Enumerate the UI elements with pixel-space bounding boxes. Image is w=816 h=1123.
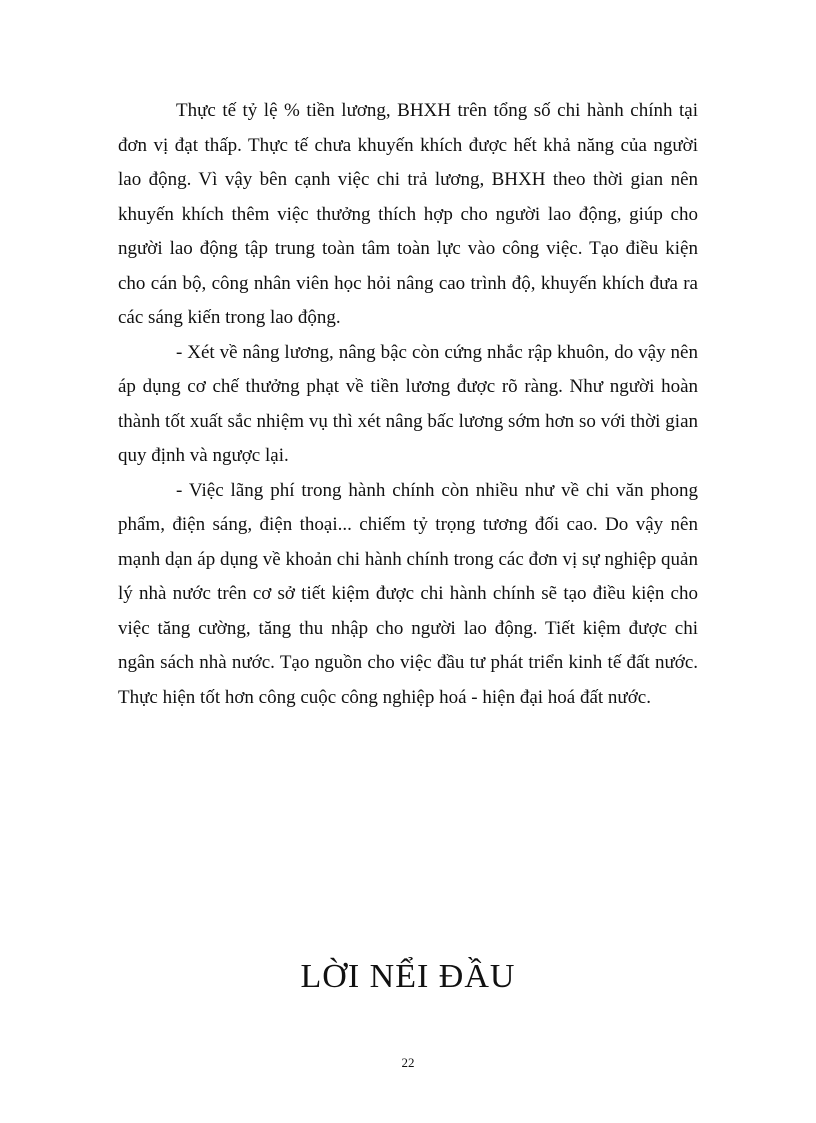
paragraph-salary-raise: - Xét về nâng lương, nâng bậc còn cứng nhắc rập khuôn, do vậy nên áp dụng cơ chế thưởng phạt về tiền lương được rõ ràng. Như người hoàn thành tốt xuất sắc nhiệm vụ thì xét nâng bấc lương sớm hơn so với thời gian quy định và ngược lại. [118,341,698,466]
page-number: 22 [401,1055,415,1070]
paragraph-admin-waste: - Việc lãng phí trong hành chính còn nhiều như về chi văn phong phẩm, điện sáng, điện thoại... chiếm tỷ trọng tương đối cao. Do vậy nên mạnh dạn áp dụng về khoản chi hành chính trong các đơn vị sự nghiệp quản lý nhà nước trên cơ sở tiết kiệm được chi hành chính sẽ tạo điều kiện cho việc tăng cường, tăng thu nhập cho người lao động. Tiết kiệm được chi ngân sách nhà nước. Tạo nguồn cho việc đầu tư phát triển kinh tế đất nước. Thực hiện tốt hơn công cuộc công nghiệp hoá - hiện đại hoá đất nước. [118,479,698,708]
section-heading: LỜI NỂI ĐẦU [300,958,516,995]
body-text [118,94,698,715]
paragraph-salary-ratio: Thực tế tỷ lệ % tiền lương, BHXH trên tổng số chi hành chính tại đơn vị đạt thấp. Thực tế chưa khuyến khích được hết khả năng của người lao động. Vì vậy bên cạnh việc chi trả lương, BHXH theo thời gian nên khuyến khích thêm việc thưởng thích hợp cho người lao động, giúp cho người lao động tập trung toàn tâm toàn lực vào công việc. Tạo điều kiện cho cán bộ, công nhân viên học hỏi nâng cao trình độ, khuyến khích đưa ra các sáng kiến trong lao động. [118,100,698,328]
